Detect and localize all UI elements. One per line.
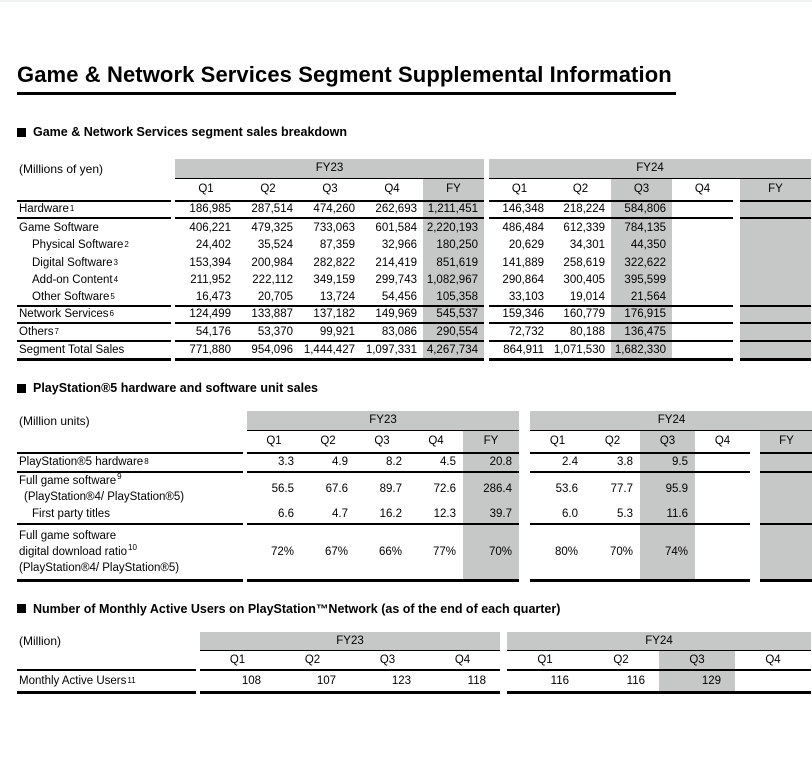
section-marker-icon [17,604,26,613]
value-cell: 72% [247,525,301,582]
value-cell: 159,346 [489,307,550,325]
value-cell [695,525,750,582]
table-row [17,324,812,342]
spacer [733,237,740,255]
row-label [17,179,171,202]
fy24-band: FY24 [530,411,812,431]
table-row [17,179,812,202]
value-cell: 13,724 [299,289,361,307]
unit-label: (Million units) [19,413,90,428]
value-cell [760,454,812,474]
spacer [733,202,740,220]
value-cell: 116 [507,671,583,694]
value-cell: 4.9 [301,454,355,474]
value-cell: 1,097,331 [361,342,423,362]
quarter-header: Q3 [355,431,409,454]
value-cell [695,454,750,474]
row-label: Other Software 5 [17,289,171,307]
value-cell [740,237,811,255]
value-cell: 70% [463,525,519,582]
quarter-header: Q4 [361,179,423,202]
value-cell: 53,370 [237,324,299,342]
value-cell: 72.6 [433,483,456,495]
value-cell: 141,889 [502,256,544,269]
value-cell: 222,112 [252,274,293,287]
spacer [500,632,507,652]
value-cell: 67.6 [325,483,348,495]
spacer [750,454,760,474]
value-cell: 39.7 [463,505,519,525]
value-cell: 66% [355,525,409,582]
value-cell: 153,394 [189,256,231,269]
quarter-header: Q2 [275,651,350,671]
value-cell: 200,984 [251,256,293,269]
value-cell: 20,629 [508,239,544,252]
value-cell: 486,484 [502,221,544,234]
value-cell: 72,732 [489,324,550,342]
table-row [17,307,812,325]
quarter-header: Q3 [299,179,361,202]
quarter-header: Q4 [409,431,463,454]
spacer [519,525,530,582]
quarter-header: Q3 [659,651,735,671]
row-label: PlayStation®5 hardware 8 [17,454,243,474]
value-cell: 300,405 [563,274,605,287]
quarter-header: Q4 [695,431,750,454]
spacer [500,671,507,694]
row-label [17,651,196,671]
value-cell: 1,071,530 [550,342,611,362]
spacer [519,505,530,525]
spacer [750,431,760,454]
table-row [17,254,812,272]
value-cell: 1,082,967 [423,272,484,290]
table-row [17,651,812,671]
value-cell [740,219,811,237]
fy23-band: FY23 [200,632,500,652]
quarter-header: Q2 [583,651,659,671]
value-cell: 211,952 [190,274,231,287]
value-cell: 8.2 [355,454,409,474]
value-cell [740,342,811,362]
value-cell: 6.6 [247,505,301,525]
row-label: Others 7 [17,324,171,342]
value-cell: 1,211,451 [423,202,484,220]
table-row [17,431,812,454]
section-heading-label: PlayStation®5 hardware and software unit sales [33,381,318,395]
quarter-header: FY [423,179,484,202]
value-cell: 601,584 [375,221,417,234]
value-cell: 186,985 [175,202,237,220]
value-cell: 137,182 [299,307,361,325]
value-cell: 733,063 [313,221,355,234]
quarter-header: FY [463,431,519,454]
value-cell: 4.7 [301,505,355,525]
table-row [17,159,812,179]
section-heading-unit-sales [17,381,812,395]
value-cell: 83,086 [361,324,423,342]
row-label: Add-on Content 4 [32,274,119,287]
unit-label: (Million) [19,634,61,649]
section-heading-mau [17,602,812,616]
row-label: Game Software [19,221,99,234]
table-row [17,525,812,582]
quarter-header: Q3 [350,651,425,671]
value-cell: 5.3 [585,505,640,525]
value-cell: 95.9 [640,473,695,505]
value-cell [740,202,811,220]
value-cell: 149,969 [361,307,423,325]
quarter-header: Q3 [611,179,672,202]
value-cell: 784,135 [611,219,672,237]
value-cell: 479,325 [251,221,293,234]
value-cell: 136,475 [611,324,672,342]
value-cell [740,272,811,290]
spacer [519,473,530,505]
value-cell: 299,743 [375,274,417,287]
quarter-header: Q4 [735,651,811,671]
quarter-header: Q3 [640,431,695,454]
value-cell: 3.8 [585,454,640,474]
table-row [17,473,812,505]
value-cell: 80% [530,525,585,582]
value-cell: 21,564 [611,289,672,307]
value-cell: 129 [659,671,735,694]
quarter-header: Q4 [425,651,500,671]
value-cell: 44,350 [611,237,672,255]
value-cell: 2.4 [530,454,585,474]
row-label: Monthly Active Users 11 [17,671,196,694]
spacer [733,307,740,325]
spacer [733,289,740,307]
value-cell: 118 [425,671,500,694]
quarter-header: Q4 [672,179,733,202]
quarter-header: Q1 [489,179,550,202]
value-cell: 349,159 [313,274,355,287]
value-cell: 771,880 [175,342,237,362]
section-marker-icon [17,128,26,137]
value-cell: 545,537 [423,307,484,325]
row-label: Network Services 6 [17,307,171,325]
value-cell: 11.6 [640,505,695,525]
value-cell: 9.5 [640,454,695,474]
value-cell: 124,499 [175,307,237,325]
table-row [17,671,812,694]
section-heading-label: Number of Monthly Active Users on PlayStation™Network (as of the end of each quarter) [33,601,561,616]
quarter-header: Q2 [237,179,299,202]
value-cell: 20,705 [237,289,299,307]
value-cell: 56.5 [271,483,294,495]
value-cell [760,505,812,525]
spacer [733,219,740,237]
spacer [733,324,740,342]
section-heading-label: Game & Network Services segment sales breakdown [33,125,348,139]
spacer [750,473,760,505]
value-cell: 286.4 [463,473,519,505]
document-page [0,2,812,694]
spacer [519,411,530,431]
table-row [17,237,812,255]
value-cell: 2,220,193 [423,219,484,237]
value-cell: 20.8 [463,454,519,474]
value-cell: 34,301 [569,239,605,252]
value-cell: 33,103 [489,289,550,307]
value-cell: 176,915 [611,307,672,325]
unit-label: (Millions of yen) [19,161,104,176]
table-row [17,632,812,652]
table-row [17,342,812,362]
value-cell: 4.5 [409,454,463,474]
value-cell: 262,693 [361,202,423,220]
value-cell: 54,176 [175,324,237,342]
value-cell: 77.7 [610,483,633,495]
value-cell: 258,619 [563,256,605,269]
quarter-header: Q1 [175,179,237,202]
value-cell: 612,339 [563,221,605,234]
quarter-header: Q1 [200,651,275,671]
value-cell: 322,622 [611,254,672,272]
value-cell: 70% [585,525,640,582]
section-marker-icon [17,384,26,393]
quarter-header: FY [760,431,812,454]
fy23-band: FY23 [175,159,484,179]
value-cell [672,219,733,237]
value-cell [672,324,733,342]
value-cell: 214,419 [375,256,417,269]
row-label: Full game software$^9$ (PlayStation®4/ PlayStation®5) [19,472,185,503]
spacer [733,342,740,362]
table-row [17,202,812,220]
value-cell [672,342,733,362]
fy23-band: FY23 [247,411,519,431]
footnote-ref: 10 [128,542,137,552]
value-cell: 180,250 [423,237,484,255]
value-cell [735,671,811,694]
value-cell: 74% [640,525,695,582]
quarter-header: Q1 [530,431,585,454]
value-cell: 851,619 [423,254,484,272]
spacer [500,651,507,671]
value-cell [672,307,733,325]
footnote-ref: 9 [117,472,122,482]
value-cell: 290,864 [502,274,544,287]
value-cell [740,324,811,342]
value-cell: 54,456 [361,289,423,307]
value-cell: 67% [301,525,355,582]
spacer [519,431,530,454]
value-cell: 35,524 [257,239,293,252]
value-cell: 24,402 [195,239,231,252]
value-cell [740,307,811,325]
value-cell: 282,822 [313,256,355,269]
value-cell: 53.6 [555,483,578,495]
section-heading-sales [17,125,812,139]
value-cell: 474,260 [299,202,361,220]
value-cell: 406,221 [189,221,231,234]
value-cell: 864,911 [489,342,550,362]
value-cell: 133,887 [237,307,299,325]
value-cell: 89.7 [379,483,402,495]
value-cell: 99,921 [299,324,361,342]
value-cell [672,272,733,290]
value-cell [760,473,812,505]
row-label: Physical Software 2 [32,239,129,252]
value-cell: 105,358 [423,289,484,307]
value-cell: 1,682,330 [611,342,672,362]
value-cell: 16.2 [355,505,409,525]
value-cell: 116 [583,671,659,694]
quarter-header: Q2 [301,431,355,454]
value-cell: 16,473 [175,289,237,307]
value-cell [695,505,750,525]
spacer [750,505,760,525]
value-cell: 3.3 [247,454,301,474]
sales-breakdown-table [17,159,812,361]
table-row [17,505,812,525]
row-label: Segment Total Sales [17,342,171,362]
value-cell [672,202,733,220]
spacer [733,272,740,290]
value-cell [695,473,750,505]
value-cell [740,254,811,272]
value-cell: 107 [275,671,350,694]
value-cell [760,525,812,582]
row-label: First party titles [17,505,243,525]
value-cell: 584,806 [611,202,672,220]
fy24-band: FY24 [489,159,811,179]
value-cell: 77% [409,525,463,582]
value-cell: 290,554 [423,324,484,342]
value-cell: 1,444,427 [299,342,361,362]
value-cell: 4,267,734 [423,342,484,362]
table-row [17,272,812,290]
page-title: Game & Network Services Segment Supplemental Information [17,62,676,95]
value-cell: 6.0 [530,505,585,525]
value-cell: 80,188 [550,324,611,342]
value-cell: 160,779 [550,307,611,325]
table-row [17,219,812,237]
value-cell: 19,014 [550,289,611,307]
value-cell: 395,599 [611,272,672,290]
value-cell: 954,096 [237,342,299,362]
value-cell [672,237,733,255]
mau-table [17,632,812,694]
row-label: Digital Software 3 [32,256,118,269]
quarter-header: FY [740,179,811,202]
value-cell [740,289,811,307]
table-row [17,454,812,474]
value-cell: 287,514 [237,202,299,220]
value-cell: 108 [200,671,275,694]
spacer [750,525,760,582]
value-cell: 32,966 [381,239,417,252]
value-cell: 123 [350,671,425,694]
quarter-header: Q1 [247,431,301,454]
row-label: Full game software digital download ratio$^{10}$ (PlayStation®4/ PlayStation®5) [17,525,243,582]
spacer [733,254,740,272]
quarter-header: Q2 [550,179,611,202]
row-label [17,431,243,454]
value-cell [672,254,733,272]
value-cell: 87,359 [319,239,355,252]
quarter-header: Q1 [507,651,583,671]
value-cell: 12.3 [409,505,463,525]
table-row [17,411,812,431]
value-cell: 218,224 [550,202,611,220]
value-cell: 146,348 [489,202,550,220]
quarter-header: Q2 [585,431,640,454]
fy24-band: FY24 [507,632,811,652]
row-label: Hardware 1 [17,202,171,220]
spacer [519,454,530,474]
table-row [17,289,812,307]
unit-sales-table [17,411,812,582]
spacer [733,179,740,202]
value-cell [672,289,733,307]
